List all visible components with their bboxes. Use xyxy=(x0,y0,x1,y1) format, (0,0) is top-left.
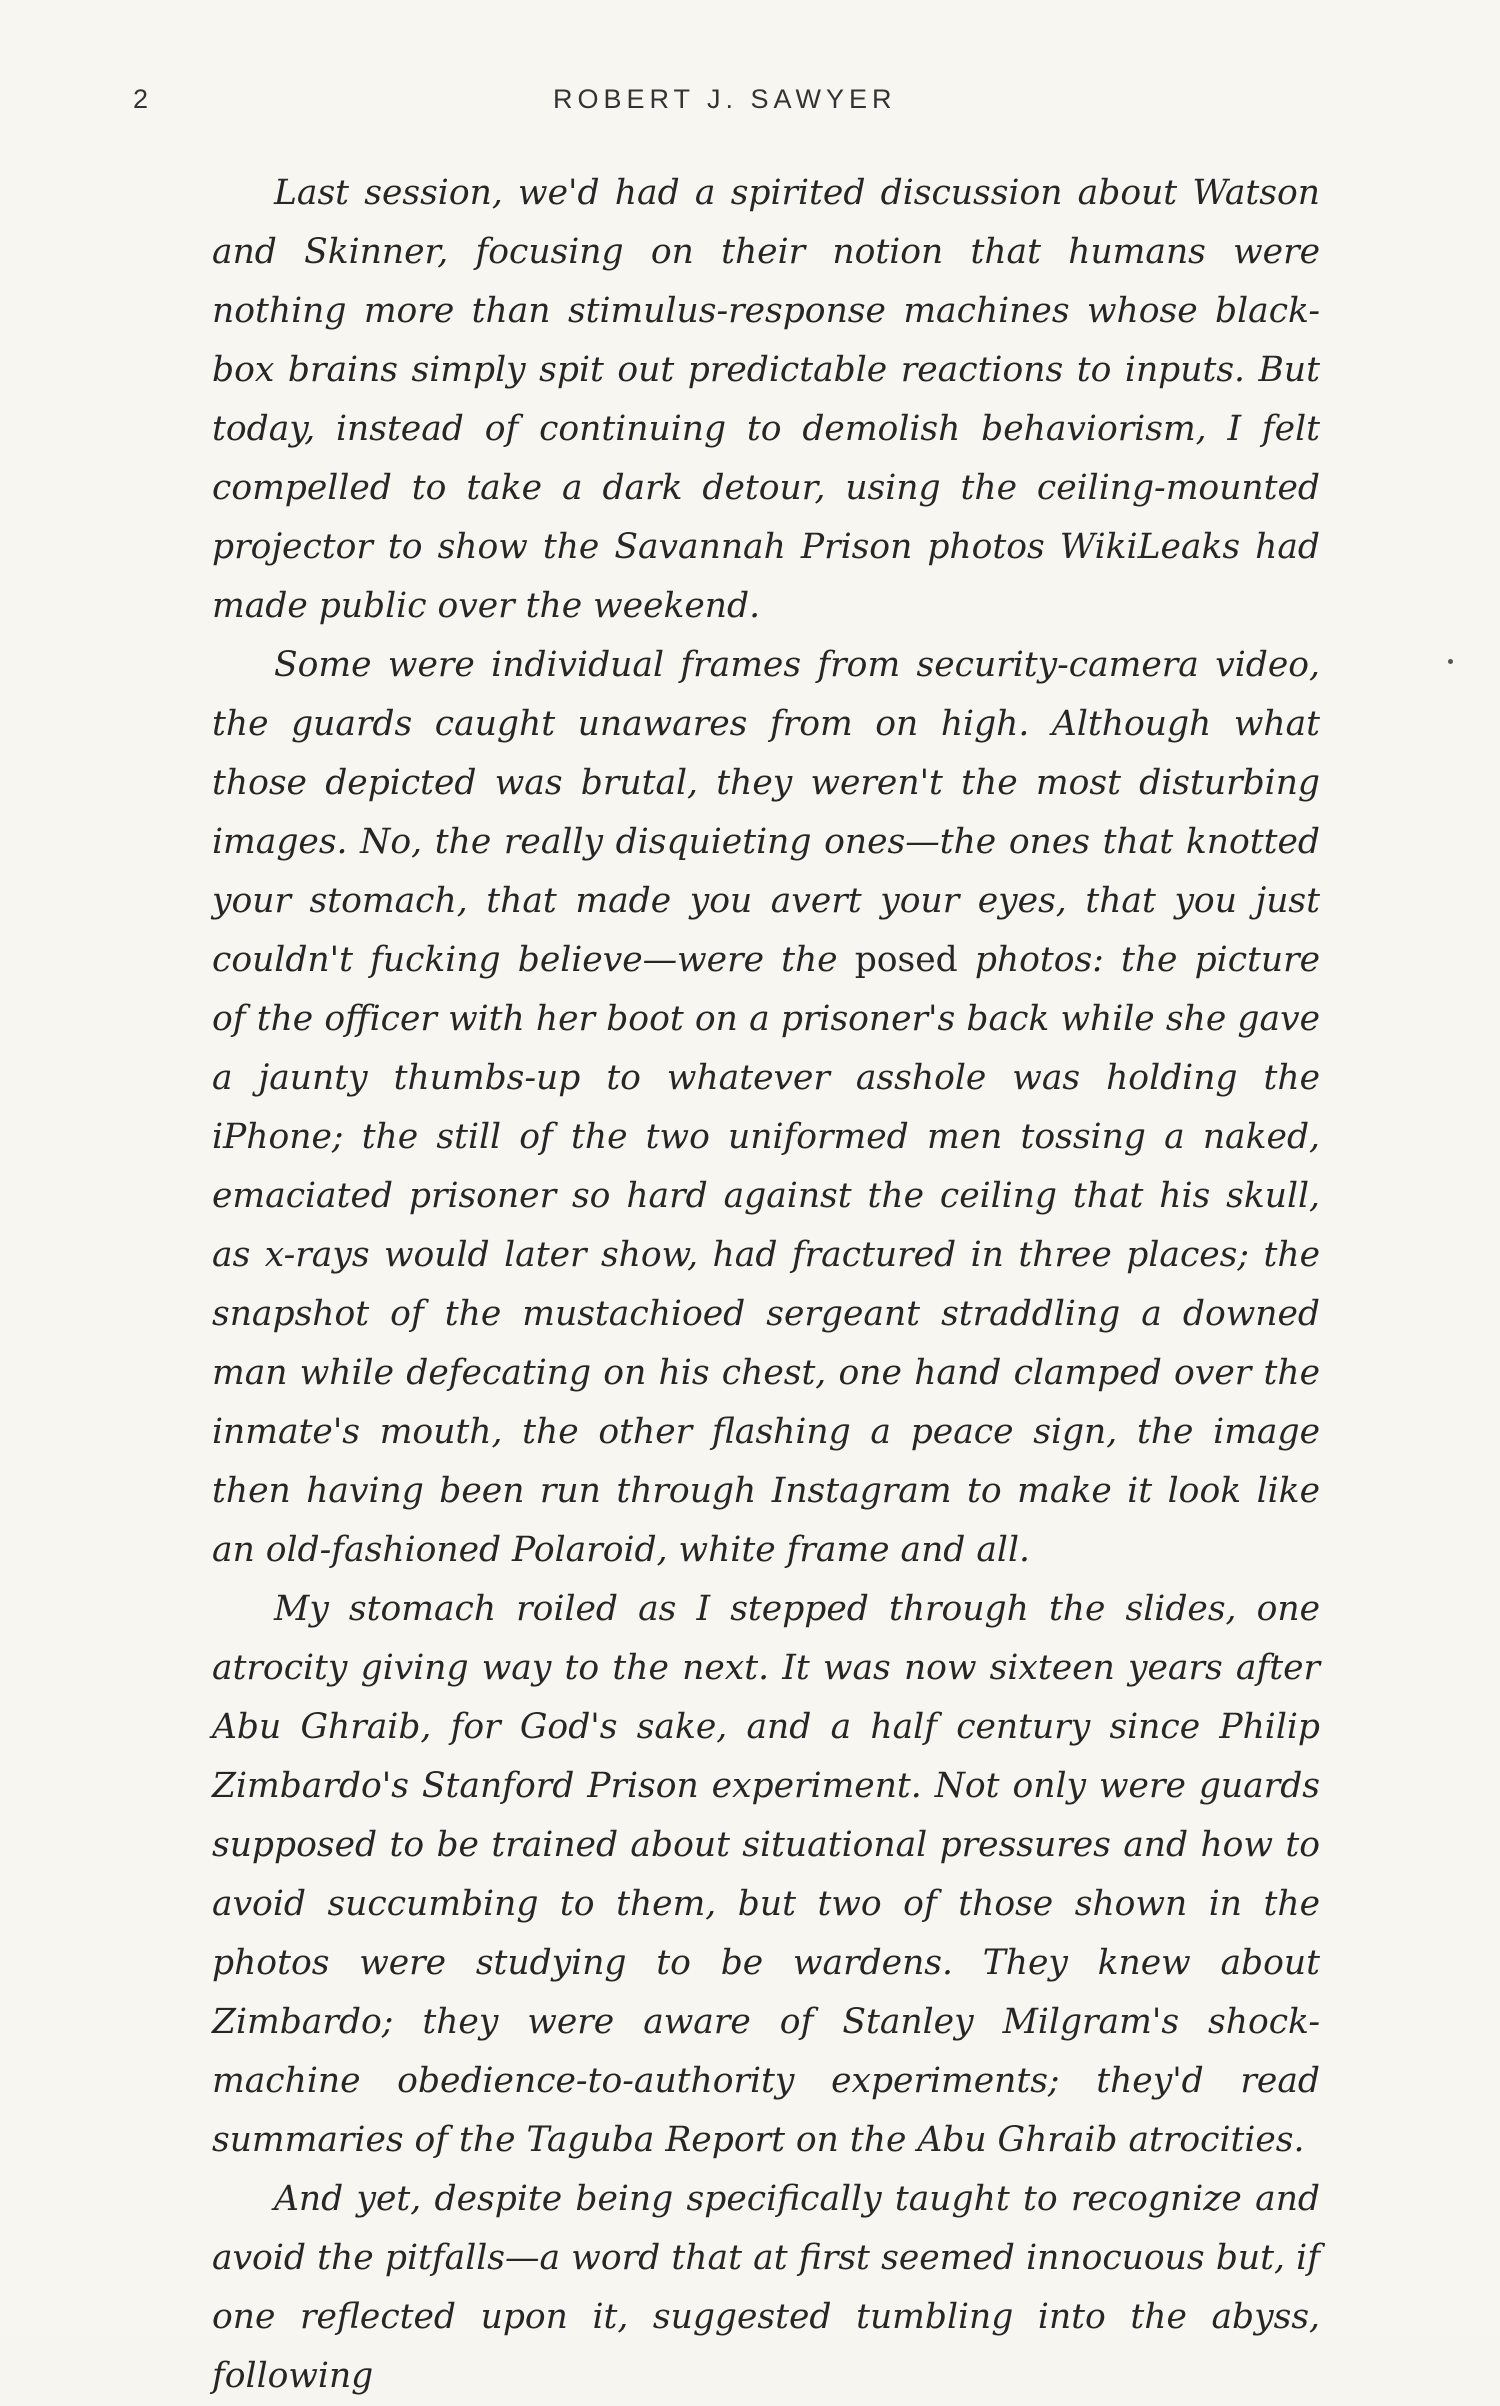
running-head xyxy=(0,84,1500,124)
paragraph-2-part-2: photos: the picture of the officer with her boot on a prisoner's back while she gave a jaunty thumbs-up to whatever asshole was holding the iPhone; the still of the two uniformed men tossing a naked, emaciated prisoner so hard against the ceiling that his skull, as x-rays would later show, had fractured in three places; the snapshot of the mustachioed sergeant straddling a downed man while defecating on his chest, one hand clamped over the inmate's mouth, the other flashing a peace sign, the image then having been run through Instagram to make it look like an old-fashioned Polaroid, white frame and all. xyxy=(212,940,1321,1570)
margin-speck xyxy=(1448,659,1453,664)
paragraph-2 xyxy=(212,636,1320,1580)
paragraph-4: And yet, despite being specifically taught to recognize and avoid the pitfalls—a word that at first seemed innocuous but, if one reflected upon it, suggested tumbling into the abyss, following xyxy=(212,2179,1320,2396)
running-title: ROBERT J. SAWYER xyxy=(553,84,897,114)
paragraph-2-part-1: Some were individual frames from security-camera video, the guards caught unawares from on high. Although what those depicted was brutal, they weren't the most disturbing images. No, the really disquieting ones—the ones that knotted your stomach, that made you avert your eyes, that you just couldn't fucking believe—were the xyxy=(212,645,1320,980)
page-number: 2 xyxy=(133,84,150,114)
body-text xyxy=(212,164,1320,2406)
paragraph-1: Last session, we'd had a spirited discussion about Watson and Skinner, focusing on their notion that humans were nothing more than stimulus-response machines whose black-box brains simply spit out predictable reactions to inputs. But today, instead of continuing to demolish behaviorism, I felt compelled to take a dark detour, using the ceiling-mounted projector to show the Savannah Prison photos WikiLeaks had made public over the weekend. xyxy=(212,173,1320,626)
paragraph-2-roman-word: posed xyxy=(854,940,958,980)
paragraph-3: My stomach roiled as I stepped through the slides, one atrocity giving way to the next. It was now sixteen years after Abu Ghraib, for God's sake, and a half century since Philip Zimbardo's Stanford Prison experiment. Not only were guards supposed to be trained about situational pressures and how to avoid succumbing to them, but two of those shown in the photos were studying to be wardens. They knew about Zimbardo; they were aware of Stanley Milgram's shock-machine obedience-to-authority experiments; they'd read summaries of the Taguba Report on the Abu Ghraib atrocities. xyxy=(212,1589,1320,2160)
